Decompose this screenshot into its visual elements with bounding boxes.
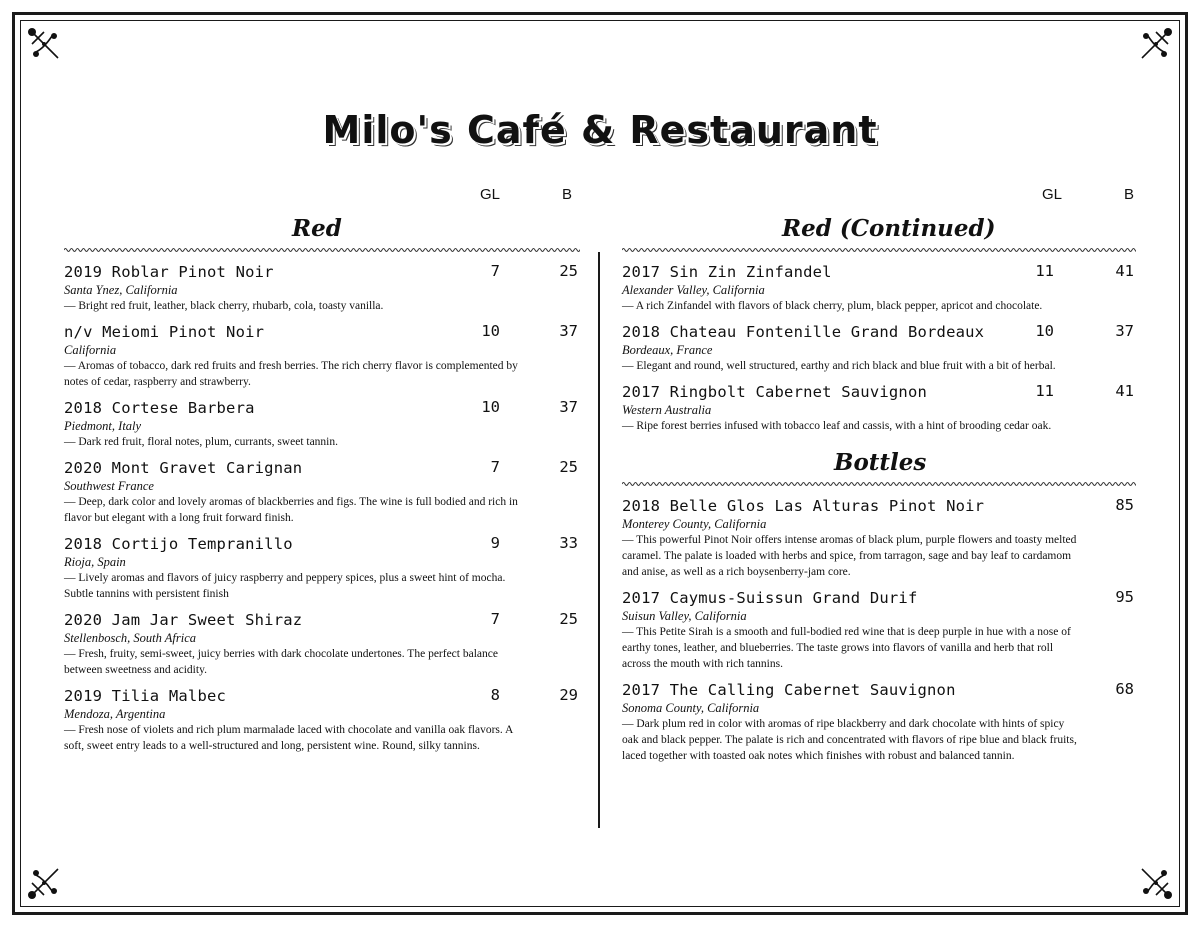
wavy-divider: [64, 246, 580, 254]
page-title: Milo's Café & Restaurant: [322, 108, 878, 152]
wine-item-head: [64, 534, 580, 555]
wine-item-head: [622, 496, 1136, 517]
wine-region: Bordeaux, France: [622, 343, 713, 357]
wine-description: — Aromas of tobacco, dark red fruits and fresh berries. The rich cherry flavor is complemented by notes of cedar, raspberry and strawberry.: [64, 360, 518, 388]
wine-name: 2017 The Calling Cabernet Sauvignon: [622, 681, 956, 699]
wine-region: California: [64, 343, 117, 357]
wine-name: 2018 Cortijo Tempranillo: [64, 535, 293, 553]
glass-price: 8: [490, 686, 500, 704]
bottle-price: 25: [559, 458, 578, 476]
wine-item: [64, 534, 580, 602]
wine-item: [622, 496, 1136, 580]
wine-item: [64, 262, 580, 314]
bottle-price: 25: [559, 262, 578, 280]
bottle-price: 68: [1115, 680, 1134, 698]
wine-description: — Lively aromas and flavors of juicy raspberry and peppery spices, plus a sweet hint of mocha. Subtle tannins with persistent finish: [64, 572, 506, 600]
wine-item-head: [622, 588, 1136, 609]
wine-description: — Fresh nose of violets and rich plum marmalade laced with chocolate and vanilla oak flavors. A soft, sweet entry leads to a well-structured and long, persistent wine. Round, silky tannins.: [64, 724, 513, 752]
glass-price: 10: [481, 322, 500, 340]
wine-item: [622, 588, 1136, 672]
section-title-red: Red: [292, 215, 342, 242]
bottle-price: 25: [559, 610, 578, 628]
wine-region: Suisun Valley, California: [622, 609, 747, 623]
wine-item-head: [622, 680, 1136, 701]
wine-item-head: [622, 262, 1136, 283]
wine-name: 2020 Mont Gravet Carignan: [64, 459, 303, 477]
wine-item-head: [64, 458, 580, 479]
glass-price: 7: [490, 262, 500, 280]
wine-description: — Deep, dark color and lovely aromas of blackberries and figs. The wine is full bodied and rich in flavor but elegant with a long fruit forward finish.: [64, 496, 518, 524]
wine-region: Santa Ynez, California: [64, 283, 178, 297]
wine-item: [622, 262, 1136, 314]
wine-item-head: [622, 382, 1136, 403]
wine-item-head: [64, 398, 580, 419]
wine-item: [64, 686, 580, 754]
column-divider: [598, 252, 600, 828]
wine-item: [64, 458, 580, 526]
wine-item: [64, 610, 580, 678]
wine-description: — Dark red fruit, floral notes, plum, currants, sweet tannin.: [64, 436, 339, 448]
wine-name: 2018 Chateau Fontenille Grand Bordeaux: [622, 323, 985, 341]
bottle-price: 37: [559, 322, 578, 340]
glass-price: 11: [1035, 382, 1054, 400]
section-title-bottles: Bottles: [834, 449, 927, 476]
wine-item: [622, 322, 1136, 374]
wine-name: 2017 Ringbolt Cabernet Sauvignon: [622, 383, 928, 401]
wine-description: — This powerful Pinot Noir offers intense aromas of black plum, purple flowers and toasty melted caramel. The palate is loaded with herbs and spice, from tarragon, sage and bay leaf to cardamom and anise, as well as a rich boysenberry-jam core.: [622, 534, 1077, 578]
wine-item-head: [622, 322, 1136, 343]
wine-region: Piedmont, Italy: [64, 419, 142, 433]
wine-name: 2017 Caymus-Suissun Grand Durif: [622, 589, 918, 607]
bottle-price: 41: [1115, 262, 1134, 280]
wavy-divider: [622, 246, 1136, 254]
wine-region: Monterey County, California: [622, 517, 767, 531]
right-column: [622, 180, 1136, 772]
wine-description: — Elegant and round, well structured, earthy and rich black and blue fruit with a bit of herbal.: [622, 360, 1056, 372]
wine-region: Mendoza, Argentina: [64, 707, 166, 721]
bottle-price: 95: [1115, 588, 1134, 606]
wine-region: Alexander Valley, California: [622, 283, 765, 297]
section-title-red-continued: Red (Continued): [782, 215, 996, 242]
bottle-price: 85: [1115, 496, 1134, 514]
wine-item: [64, 398, 580, 450]
wine-region: Stellenbosch, South Africa: [64, 631, 197, 645]
bottle-price: 41: [1115, 382, 1134, 400]
bottle-header: B: [1124, 186, 1135, 203]
wavy-divider: [622, 480, 1136, 488]
wine-description: — Fresh, fruity, semi-sweet, juicy berries with dark chocolate undertones. The perfect balance between sweetness and acidity.: [64, 648, 498, 676]
wine-region: Western Australia: [622, 403, 712, 417]
wine-region: Southwest France: [64, 479, 154, 493]
glass-header: GL: [480, 186, 501, 203]
wine-item-head: [64, 686, 580, 707]
wine-list: [64, 262, 580, 754]
wine-name: 2020 Jam Jar Sweet Shiraz: [64, 611, 303, 629]
glass-header: GL: [1042, 186, 1063, 203]
glass-price: 11: [1035, 262, 1054, 280]
wine-name: 2017 Sin Zin Zinfandel: [622, 263, 832, 281]
wine-list: [622, 262, 1136, 434]
bottle-price: 29: [559, 686, 578, 704]
glass-price: 7: [490, 458, 500, 476]
bottle-list: [622, 496, 1136, 764]
wine-item: [622, 680, 1136, 764]
bottle-price: 33: [559, 534, 578, 552]
wine-description: — Ripe forest berries infused with tobacco leaf and cassis, with a hint of brooding cedar oak.: [622, 420, 1052, 432]
glass-price: 10: [481, 398, 500, 416]
wine-description: — This Petite Sirah is a smooth and full-bodied red wine that is deep purple in hue with a nose of earthy tones, leather, and blueberries. The taste grows into flavors of vanilla and herb that roll across the mouth with rich tannins.: [622, 626, 1071, 670]
bottle-header: B: [562, 186, 573, 203]
wine-name: 2018 Belle Glos Las Alturas Pinot Noir: [622, 497, 985, 515]
wine-region: Sonoma County, California: [622, 701, 760, 715]
column-header: [64, 180, 580, 210]
floral-corner-icon: [1136, 863, 1176, 903]
bottle-price: 37: [1115, 322, 1134, 340]
wine-name: n/v Meiomi Pinot Noir: [64, 323, 265, 341]
glass-price: 10: [1035, 322, 1054, 340]
wine-name: 2018 Cortese Barbera: [64, 399, 255, 417]
floral-corner-icon: [24, 24, 64, 64]
floral-corner-icon: [1136, 24, 1176, 64]
wine-description: — Dark plum red in color with aromas of ripe blackberry and dark chocolate with hints of spicy oak and black pepper. The palate is rich and concentrated with flavors of ripe blue and black fruits, laced together with toasted oak notes which finishes with robust and balanced tannin.: [622, 718, 1077, 762]
wine-item-head: [64, 262, 580, 283]
wine-name: 2019 Tilia Malbec: [64, 687, 227, 705]
wine-item-head: [64, 610, 580, 631]
column-header: [622, 180, 1136, 210]
wine-item: [622, 382, 1136, 434]
wine-item-head: [64, 322, 580, 343]
bottle-price: 37: [559, 398, 578, 416]
glass-price: 9: [490, 534, 500, 552]
wine-description: — Bright red fruit, leather, black cherry, rhubarb, cola, toasty vanilla.: [64, 300, 384, 312]
wine-description: — A rich Zinfandel with flavors of black cherry, plum, black pepper, apricot and chocolate.: [622, 300, 1043, 312]
glass-price: 7: [490, 610, 500, 628]
floral-corner-icon: [24, 863, 64, 903]
wine-name: 2019 Roblar Pinot Noir: [64, 263, 274, 281]
wine-item: [64, 322, 580, 390]
wine-region: Rioja, Spain: [64, 555, 126, 569]
left-column: [64, 180, 580, 762]
